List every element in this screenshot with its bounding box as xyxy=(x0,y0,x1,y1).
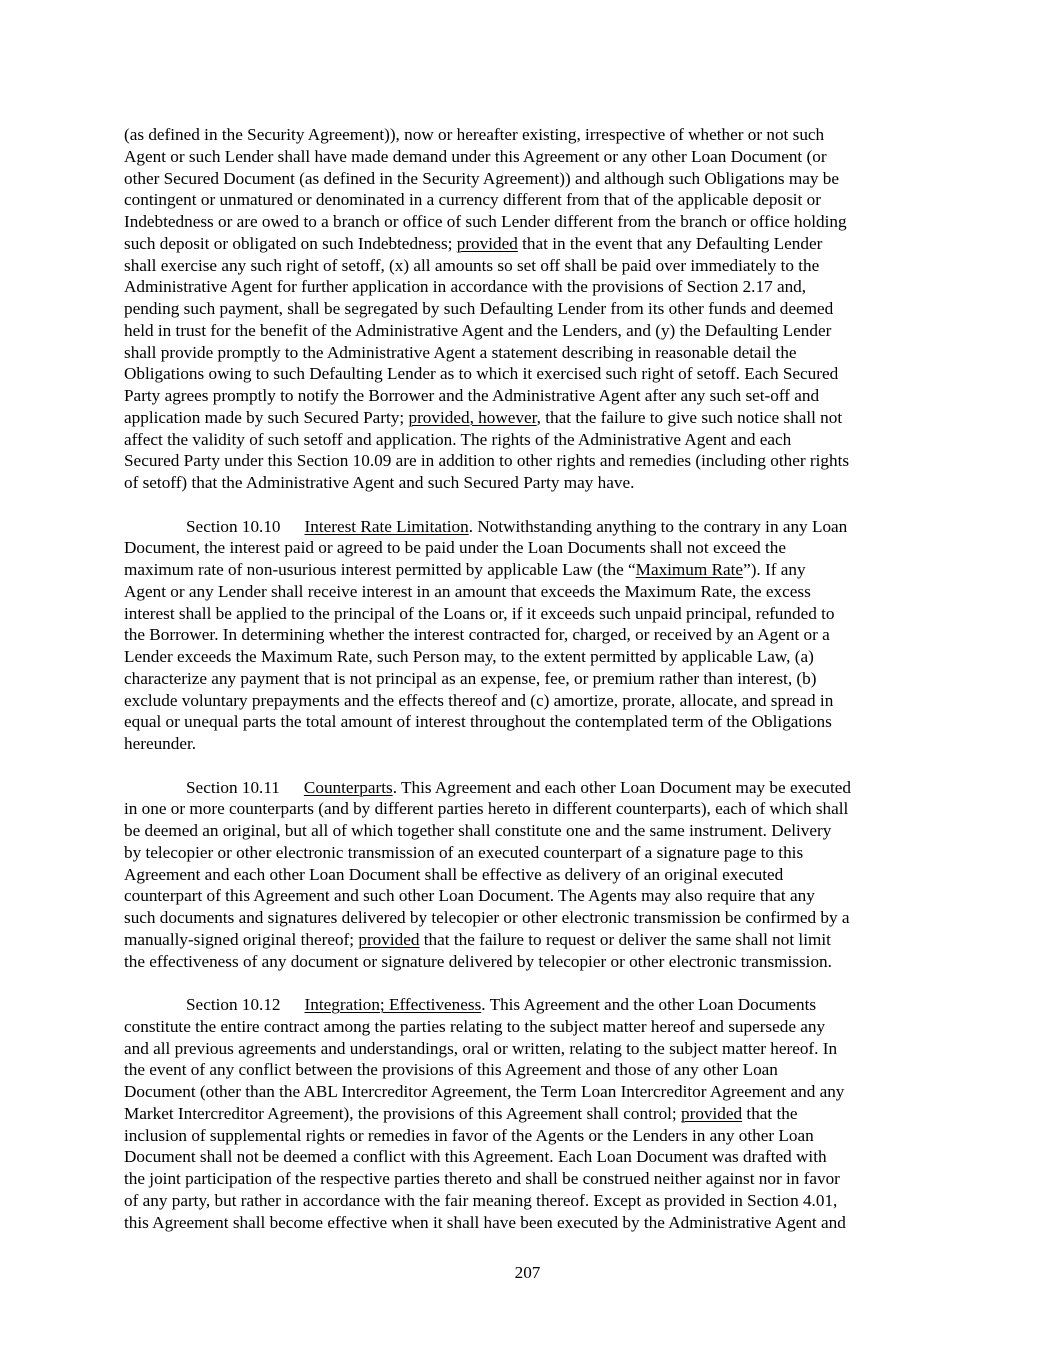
section-10-12 xyxy=(124,994,932,1233)
text-segment: ”). If any xyxy=(743,560,806,579)
text-line: the joint participation of the respective parties thereto and shall be construed neither against nor in favor xyxy=(124,1169,840,1188)
text-segment: , xyxy=(469,407,479,427)
text-segment: maximum rate of non-usurious interest permitted by applicable Law (the “ xyxy=(124,560,636,579)
defined-term-maximum-rate: Maximum Rate xyxy=(635,560,744,579)
defined-term-provided: provided xyxy=(681,1103,743,1123)
continuation-paragraph xyxy=(124,124,932,494)
text-line: constitute the entire contract among the parties relating to the subject matter hereof and supersede any xyxy=(124,1016,826,1036)
section-10-11 xyxy=(124,777,932,973)
text-segment: Market Intercreditor Agreement), the provisions of this Agreement shall control; xyxy=(124,1103,682,1123)
text-line: the effectiveness of any document or signature delivered by telecopier or other electronic transmission. xyxy=(124,951,832,971)
text-segment: that the xyxy=(742,1103,798,1123)
text-line: equal or unequal parts the total amount of interest throughout the contemplated term of the Obligations xyxy=(124,712,832,732)
text-line: Administrative Agent for further application in accordance with the provisions of Section 2.17 and, xyxy=(124,277,807,297)
text-line: in one or more counterparts (and by different parties hereto in different counterparts), each of which shall xyxy=(124,799,849,819)
text-line: shall provide promptly to the Administrative Agent a statement describing in reasonable detail the xyxy=(124,342,797,362)
text-line: the event of any conflict between the provisions of this Agreement and those of any other Loan xyxy=(124,1060,778,1080)
defined-term-provided: provided xyxy=(358,929,420,949)
text-segment: , that the failure to give such notice shall not xyxy=(536,407,843,427)
text-line: shall exercise any such right of setoff, (x) all amounts so set off shall be paid over immediately to the xyxy=(124,255,820,275)
text-line: Obligations owing to such Defaulting Lender as to which it exercised such right of setoff. Each Secured xyxy=(124,364,839,384)
text-line: Agreement and each other Loan Document shall be effective as delivery of an original executed xyxy=(124,864,784,884)
text-line: pending such payment, shall be segregated by such Defaulting Lender from its other funds and deemed xyxy=(124,299,834,318)
text-line: counterpart of this Agreement and such other Loan Document. The Agents may also require that any xyxy=(124,886,815,906)
section-10-10 xyxy=(124,516,932,755)
text-line: the Borrower. In determining whether the interest contracted for, charged, or received by an Agent or a xyxy=(124,625,830,645)
text-line: Agent or any Lender shall receive interest in an amount that exceeds the Maximum Rate, the excess xyxy=(124,581,811,601)
text-line: of any party, but rather in accordance with the fair meaning thereof. Except as provided in Section 4.01, xyxy=(124,1190,838,1210)
text-segment: manually-signed original thereof; xyxy=(124,929,359,949)
section-heading-line xyxy=(124,994,932,1016)
text-line: Indebtedness or are owed to a branch or office of such Lender different from the branch or office holding xyxy=(124,212,847,231)
section-title: Integration; Effectiveness xyxy=(304,995,482,1014)
text-line: exclude voluntary prepayments and the effects thereof and (c) amortize, prorate, allocate, and spread in xyxy=(124,690,834,710)
text-line: characterize any payment that is not principal as an expense, fee, or premium rather than interest, (b) xyxy=(124,668,817,688)
section-heading-line xyxy=(124,516,932,538)
text-line: by telecopier or other electronic transmission of an executed counterpart of a signature page to this xyxy=(124,842,804,862)
text-segment: . Notwithstanding anything to the contrary in any Loan xyxy=(468,516,848,536)
text-line: Agent or such Lender shall have made demand under this Agreement or any other Loan Document (or xyxy=(124,146,827,166)
text-line: Party agrees promptly to notify the Borrower and the Administrative Agent after any such set-off and xyxy=(124,386,820,405)
section-heading-line xyxy=(124,777,932,799)
text-line xyxy=(124,929,932,951)
text-line: Document shall not be deemed a conflict with this Agreement. Each Loan Document was drafted with xyxy=(124,1147,827,1167)
text-line: (as defined in the Security Agreement)), now or hereafter existing, irrespective of whether or not such xyxy=(124,125,825,144)
text-line: Lender exceeds the Maximum Rate, such Person may, to the extent permitted by applicable Law, (a) xyxy=(124,647,814,666)
text-line: of setoff) that the Administrative Agent and such Secured Party may have. xyxy=(124,473,635,492)
text-line: other Secured Document (as defined in the Security Agreement)) and although such Obligations may be xyxy=(124,168,839,188)
text-segment: that the failure to request or deliver the same shall not limit xyxy=(419,929,831,949)
text-line: Secured Party under this Section 10.09 are in addition to other rights and remedies (including other rights xyxy=(124,451,850,471)
text-line: be deemed an original, but all of which together shall constitute one and the same instrument. Delivery xyxy=(124,821,832,840)
text-segment: such deposit or obligated on such Indebtedness; xyxy=(124,233,457,253)
text-segment: application made by such Secured Party; xyxy=(124,407,409,427)
text-line: such documents and signatures delivered by telecopier or other electronic transmission be confirmed by a xyxy=(124,908,850,927)
text-line: hereunder. xyxy=(124,734,197,753)
document-page xyxy=(124,124,932,1255)
section-number: Section 10.11 xyxy=(186,777,280,797)
text-line: inclusion of supplemental rights or remedies in favor of the Agents or the Lenders in any other Loan xyxy=(124,1125,814,1145)
text-line: affect the validity of such setoff and application. The rights of the Administrative Agent and each xyxy=(124,429,792,449)
text-line xyxy=(124,1103,932,1125)
text-line: this Agreement shall become effective when it shall have been executed by the Administrative Agent and xyxy=(124,1212,846,1232)
section-number: Section 10.10 xyxy=(186,516,281,536)
text-line: Document (other than the ABL Intercreditor Agreement, the Term Loan Intercreditor Agreement and any xyxy=(124,1082,845,1101)
text-line: held in trust for the benefit of the Administrative Agent and the Lenders, and (y) the Defaulting Lender xyxy=(124,320,832,340)
text-line: contingent or unmatured or denominated in a currency different from that of the applicable deposit or xyxy=(124,190,821,210)
defined-term-provided: provided xyxy=(456,233,518,253)
text-line: interest shall be applied to the principal of the Loans or, if it exceeds such unpaid principal, refunded to xyxy=(124,603,835,623)
text-line xyxy=(124,559,932,581)
defined-term-provided: provided xyxy=(408,407,470,427)
text-line: and all previous agreements and understandings, oral or written, relating to the subject matter hereof. In xyxy=(124,1038,838,1058)
text-line: Document, the interest paid or agreed to be paid under the Loan Documents shall not exceed the xyxy=(124,538,786,558)
section-title: Counterparts xyxy=(303,777,393,797)
defined-term-however: however xyxy=(478,407,537,427)
section-title: Interest Rate Limitation xyxy=(304,516,469,536)
page-number: 207 xyxy=(514,1263,541,1282)
text-segment: . This Agreement and each other Loan Document may be executed xyxy=(392,777,852,797)
text-segment: that in the event that any Defaulting Lender xyxy=(517,233,823,253)
text-segment: . This Agreement and the other Loan Documents xyxy=(481,995,817,1014)
text-line xyxy=(124,407,932,429)
section-number: Section 10.12 xyxy=(186,995,281,1014)
text-line xyxy=(124,233,932,255)
